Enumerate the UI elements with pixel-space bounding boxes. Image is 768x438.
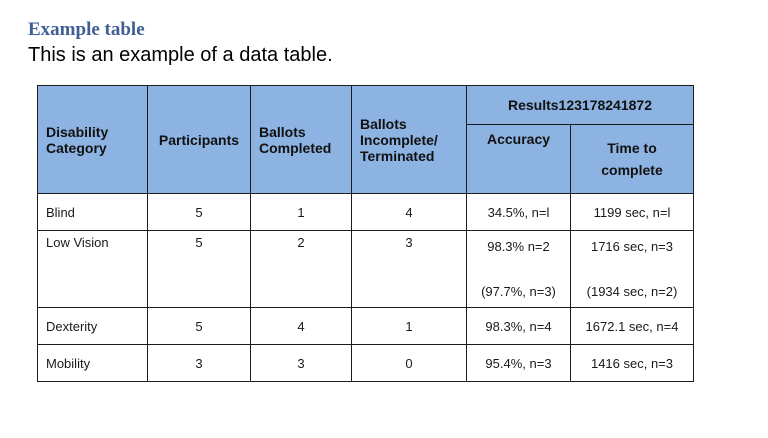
header-accuracy: Accuracy <box>467 125 571 194</box>
cell-category: Low Vision <box>38 231 148 308</box>
cell-time: 1672.1 sec, n=4 <box>571 308 694 345</box>
cell-participants: 5 <box>148 308 251 345</box>
header-text: Incomplete/ <box>360 131 438 148</box>
cell-incomplete: 3 <box>352 231 467 308</box>
header-text: Ballots <box>360 115 407 132</box>
cell-time <box>571 231 694 308</box>
table-row <box>38 345 694 382</box>
cell-category: Dexterity <box>38 308 148 345</box>
header-text: Disability <box>46 123 109 140</box>
header-time-to-complete <box>571 125 694 194</box>
header-text: Time to <box>607 140 657 156</box>
cell-participants: 3 <box>148 345 251 382</box>
cell-accuracy: 98.3%, n=4 <box>467 308 571 345</box>
cell-category: Blind <box>38 194 148 231</box>
table-row <box>38 231 694 308</box>
header-text: Ballots <box>259 123 306 140</box>
cell-accuracy: 95.4%, n=3 <box>467 345 571 382</box>
header-text: complete <box>601 162 663 178</box>
cell-completed: 4 <box>251 308 352 345</box>
cell-value: 1716 sec, n=3 <box>590 239 674 254</box>
header-text: Terminated <box>360 147 435 164</box>
cell-category: Mobility <box>38 345 148 382</box>
cell-incomplete: 0 <box>352 345 467 382</box>
cell-completed: 3 <box>251 345 352 382</box>
header-disability-category <box>38 86 148 194</box>
cell-participants: 5 <box>148 231 251 308</box>
cell-completed: 2 <box>251 231 352 308</box>
table-row <box>38 194 694 231</box>
cell-accuracy: 34.5%, n=l <box>467 194 571 231</box>
cell-accuracy <box>467 231 571 308</box>
header-text: Completed <box>259 139 332 156</box>
cell-incomplete: 4 <box>352 194 467 231</box>
header-ballots-incomplete <box>352 86 467 194</box>
header-ballots-completed <box>251 86 352 194</box>
page-heading: Example table <box>28 19 145 40</box>
cell-value: (97.7%, n=3) <box>481 284 556 299</box>
cell-value: 98.3% n=2 <box>487 239 550 254</box>
cell-completed: 1 <box>251 194 352 231</box>
table-row <box>38 308 694 345</box>
cell-incomplete: 1 <box>352 308 467 345</box>
intro-text: This is an example of a data table. <box>28 44 333 66</box>
data-table <box>37 85 694 382</box>
header-results-group: Results123178241872 <box>467 86 694 125</box>
cell-time: 1199 sec, n=l <box>571 194 694 231</box>
cell-value: (1934 sec, n=2) <box>586 284 678 299</box>
header-text: Category <box>46 139 107 156</box>
cell-time: 1416 sec, n=3 <box>571 345 694 382</box>
header-participants: Participants <box>148 86 251 194</box>
cell-participants: 5 <box>148 194 251 231</box>
